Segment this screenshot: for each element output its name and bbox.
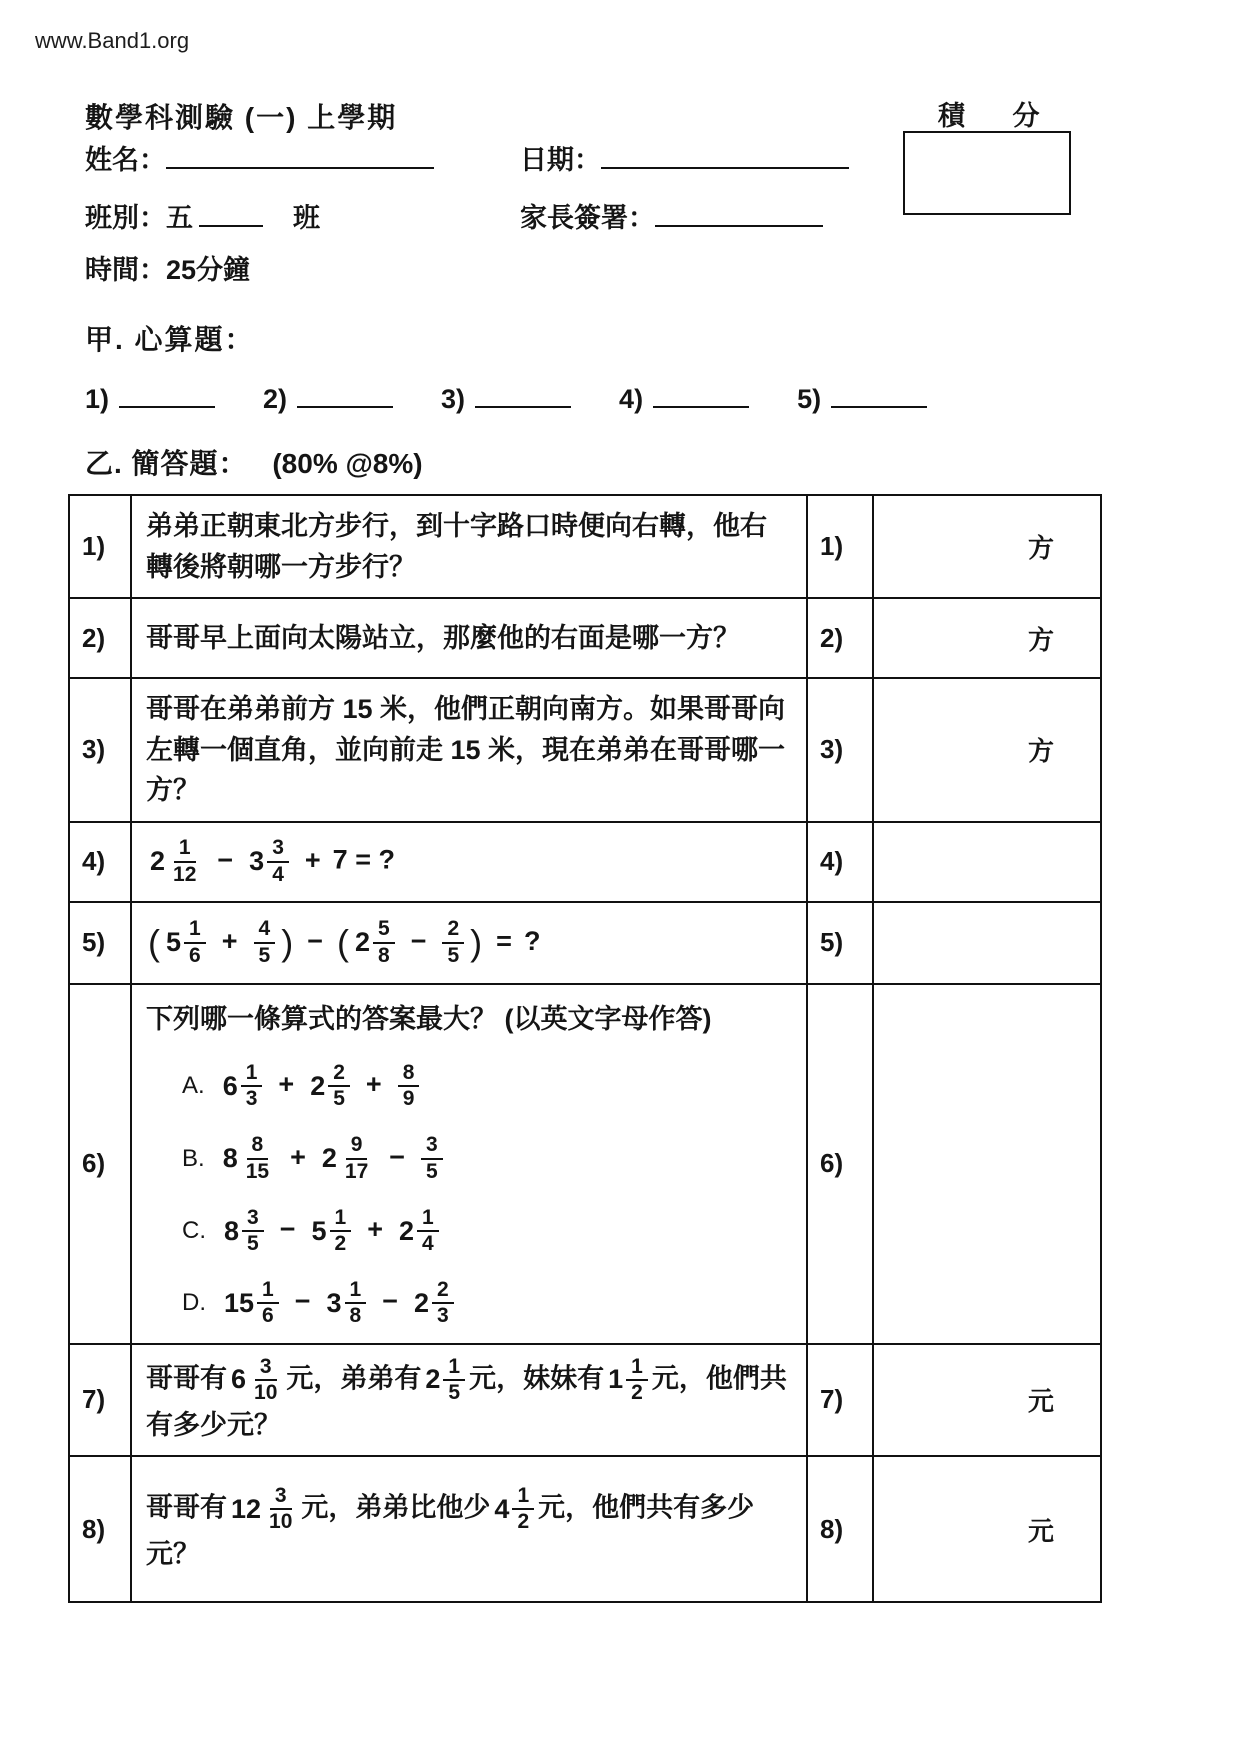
question-line: 下列哪一條算式的答案最大？ (以英文字母作答): [146, 1003, 712, 1034]
mental-blank: [619, 380, 749, 415]
question-number: 8): [70, 1457, 132, 1601]
answer-space: [874, 1345, 1100, 1456]
mental-blank-line: [475, 380, 571, 408]
question-row: [70, 823, 1100, 903]
answer-unit: 元: [1027, 1515, 1054, 1546]
answer-number: 5): [808, 903, 874, 983]
question-option-line: C. 8 $\frac{3}{5}$ − 5 $\frac{1}{2}$ + 2 $\frac{1}{4}$: [182, 1206, 792, 1256]
question-option-line: B. 8 $\frac{8}{15}$ + 2 $\frac{9}{17}$ − $\frac{3}{5}$: [182, 1133, 792, 1183]
answer-number: 2): [808, 599, 874, 677]
question-number: 5): [70, 903, 132, 983]
question-row: [70, 1457, 1100, 1601]
mixed-number: $\frac{2}{5}$: [442, 917, 464, 967]
mixed-number: 4 $\frac{1}{2}$: [494, 1484, 534, 1534]
score-box: [903, 131, 1071, 215]
mixed-number: 6 $\frac{1}{3}$: [223, 1061, 263, 1111]
mixed-number: 5 $\frac{1}{2}$: [312, 1206, 352, 1256]
mental-blank-number: 1): [85, 384, 110, 414]
mental-blank-number: 5): [797, 384, 822, 414]
questions-table: [68, 494, 1102, 1603]
answer-space: [874, 1457, 1100, 1601]
question-text: [132, 599, 808, 677]
mixed-number: 2 $\frac{1}{4}$: [399, 1206, 439, 1256]
question-text: [132, 823, 808, 901]
question-text: [132, 985, 808, 1343]
question-line: 哥哥在弟弟前方 15 米，他們正朝向南方。如果哥哥向左轉一個直角，並向前走 15 米，現在弟弟在哥哥哪一方？: [146, 694, 786, 805]
question-row: [70, 1345, 1100, 1458]
question-text: [132, 903, 808, 983]
mixed-number: 2 $\frac{9}{17}$: [321, 1133, 369, 1183]
mixed-number: 8 $\frac{8}{15}$: [222, 1133, 270, 1183]
answer-space: [874, 985, 1100, 1343]
mixed-number: 2 $\frac{2}{3}$: [414, 1278, 454, 1328]
answer-number: 6): [808, 985, 874, 1343]
question-text: [132, 679, 808, 821]
question-text: [132, 1345, 808, 1456]
mixed-number: 3 $\frac{1}{8}$: [327, 1278, 367, 1328]
class-label: 班別：五: [85, 203, 193, 233]
mental-blank-line: [831, 380, 927, 408]
parent-signature-blank-line: [655, 199, 823, 227]
section-b-percent-note: (80% @8%): [272, 448, 423, 479]
time-label: 時間：25分鐘: [85, 255, 251, 285]
mental-blank-number: 4): [619, 384, 644, 414]
answer-number: 3): [808, 679, 874, 821]
question-line: 哥哥有 12 $\frac{3}{10}$ 元，弟弟比他少 4 $\frac{1}{2}$ 元，他們共有多少元？: [146, 1483, 755, 1570]
mental-blank-number: 2): [263, 384, 288, 414]
mental-blank: [85, 380, 215, 415]
date-blank-line: [601, 141, 849, 169]
answer-number: 4): [808, 823, 874, 901]
question-row: [70, 679, 1100, 823]
answer-space: [874, 823, 1100, 901]
question-number: 6): [70, 985, 132, 1343]
mixed-number: $\frac{8}{9}$: [398, 1061, 420, 1111]
mental-blank-number: 3): [441, 384, 466, 414]
answer-space: [874, 679, 1100, 821]
class-row: [85, 196, 320, 235]
mental-blank: [263, 380, 393, 415]
time-row: [85, 248, 250, 287]
section-a-heading: 甲. 心算題：: [85, 324, 255, 355]
score-label: 積 分: [938, 101, 1060, 131]
mixed-number: $\frac{3}{5}$: [421, 1133, 443, 1183]
answer-unit: 元: [1027, 1386, 1054, 1417]
parent-signature-label: 家長簽署：: [520, 203, 655, 233]
question-number: 7): [70, 1345, 132, 1456]
mental-answer-blanks: [85, 380, 927, 415]
question-row: [70, 496, 1100, 599]
mixed-number: 3 $\frac{3}{4}$: [249, 836, 289, 886]
answer-space: [874, 496, 1100, 597]
question-number: 1): [70, 496, 132, 597]
question-option-line: A. 6 $\frac{1}{3}$ + 2 $\frac{2}{5}$ + $\frac{8}{9}$: [182, 1061, 792, 1111]
answer-unit: 方: [1027, 533, 1054, 563]
name-label: 姓名：: [85, 145, 166, 175]
mental-blank-line: [653, 380, 749, 408]
mental-blank: [797, 380, 927, 415]
mental-blank-line: [297, 380, 393, 408]
class-blank-line: [199, 199, 263, 227]
question-line: 哥哥早上面向太陽站立，那麼他的右面是哪一方？: [146, 622, 740, 653]
question-number: 4): [70, 823, 132, 901]
question-text: [132, 1457, 808, 1601]
question-line: 弟弟正朝東北方步行，到十字路口時便向右轉，他右轉後將朝哪一方步行？: [146, 511, 767, 582]
mixed-number: 2 $\frac{1}{12}$: [150, 836, 197, 886]
answer-unit: 方: [1027, 624, 1054, 655]
answer-number: 8): [808, 1457, 874, 1601]
mixed-number: 2 $\frac{2}{5}$: [310, 1061, 350, 1111]
class-suffix-label: 班: [293, 203, 320, 233]
date-row: [520, 138, 849, 177]
question-number: 3): [70, 679, 132, 821]
mixed-number: 2 $\frac{1}{5}$: [425, 1355, 465, 1405]
question-row: [70, 599, 1100, 679]
mixed-number: 5 $\frac{1}{6}$: [166, 917, 206, 967]
name-blank-line: [166, 141, 434, 169]
mental-blank-line: [119, 380, 215, 408]
question-row: [70, 985, 1100, 1345]
section-b-heading-row: [85, 442, 423, 482]
paper-title: 數學科測驗 (一) 上學期: [85, 102, 398, 133]
question-line: ( 5 $\frac{1}{6}$ + $\frac{4}{5}$ ) − ( 2 $\frac{5}{8}$ − $\frac{2}{5}$ ) = ?: [148, 917, 541, 967]
question-row: [70, 903, 1100, 985]
question-line: 2 $\frac{1}{12}$ − 3 $\frac{3}{4}$ + 7 = ?: [150, 836, 395, 886]
mixed-number: 6 $\frac{3}{10}$: [231, 1354, 278, 1404]
question-line: 哥哥有 6 $\frac{3}{10}$ 元，弟弟有 2 $\frac{1}{5}$ 元，妹妹有 1 $\frac{1}{2}$ 元，他們共有多少元？: [146, 1354, 787, 1440]
section-b-heading: 乙. 簡答題：: [85, 448, 248, 479]
question-option-line: D. 15 $\frac{1}{6}$ − 3 $\frac{1}{8}$ − 2 $\frac{2}{3}$: [182, 1278, 792, 1328]
mental-blank: [441, 380, 571, 415]
mixed-number: $\frac{4}{5}$: [254, 917, 276, 967]
answer-unit: 方: [1027, 736, 1054, 767]
mixed-number: 2 $\frac{5}{8}$: [355, 917, 395, 967]
answer-number: 7): [808, 1345, 874, 1456]
date-label: 日期：: [520, 145, 601, 175]
mixed-number: 1 $\frac{1}{2}$: [608, 1355, 648, 1405]
name-row: [85, 138, 434, 177]
mixed-number: 15 $\frac{1}{6}$: [224, 1278, 279, 1328]
answer-space: [874, 599, 1100, 677]
question-number: 2): [70, 599, 132, 677]
mixed-number: 8 $\frac{3}{5}$: [224, 1206, 264, 1256]
answer-space: [874, 903, 1100, 983]
answer-number: 1): [808, 496, 874, 597]
question-text: [132, 496, 808, 597]
mixed-number: 12 $\frac{3}{10}$: [231, 1483, 293, 1534]
site-watermark: www.Band1.org: [35, 28, 190, 53]
parent-signature-row: [520, 196, 823, 235]
